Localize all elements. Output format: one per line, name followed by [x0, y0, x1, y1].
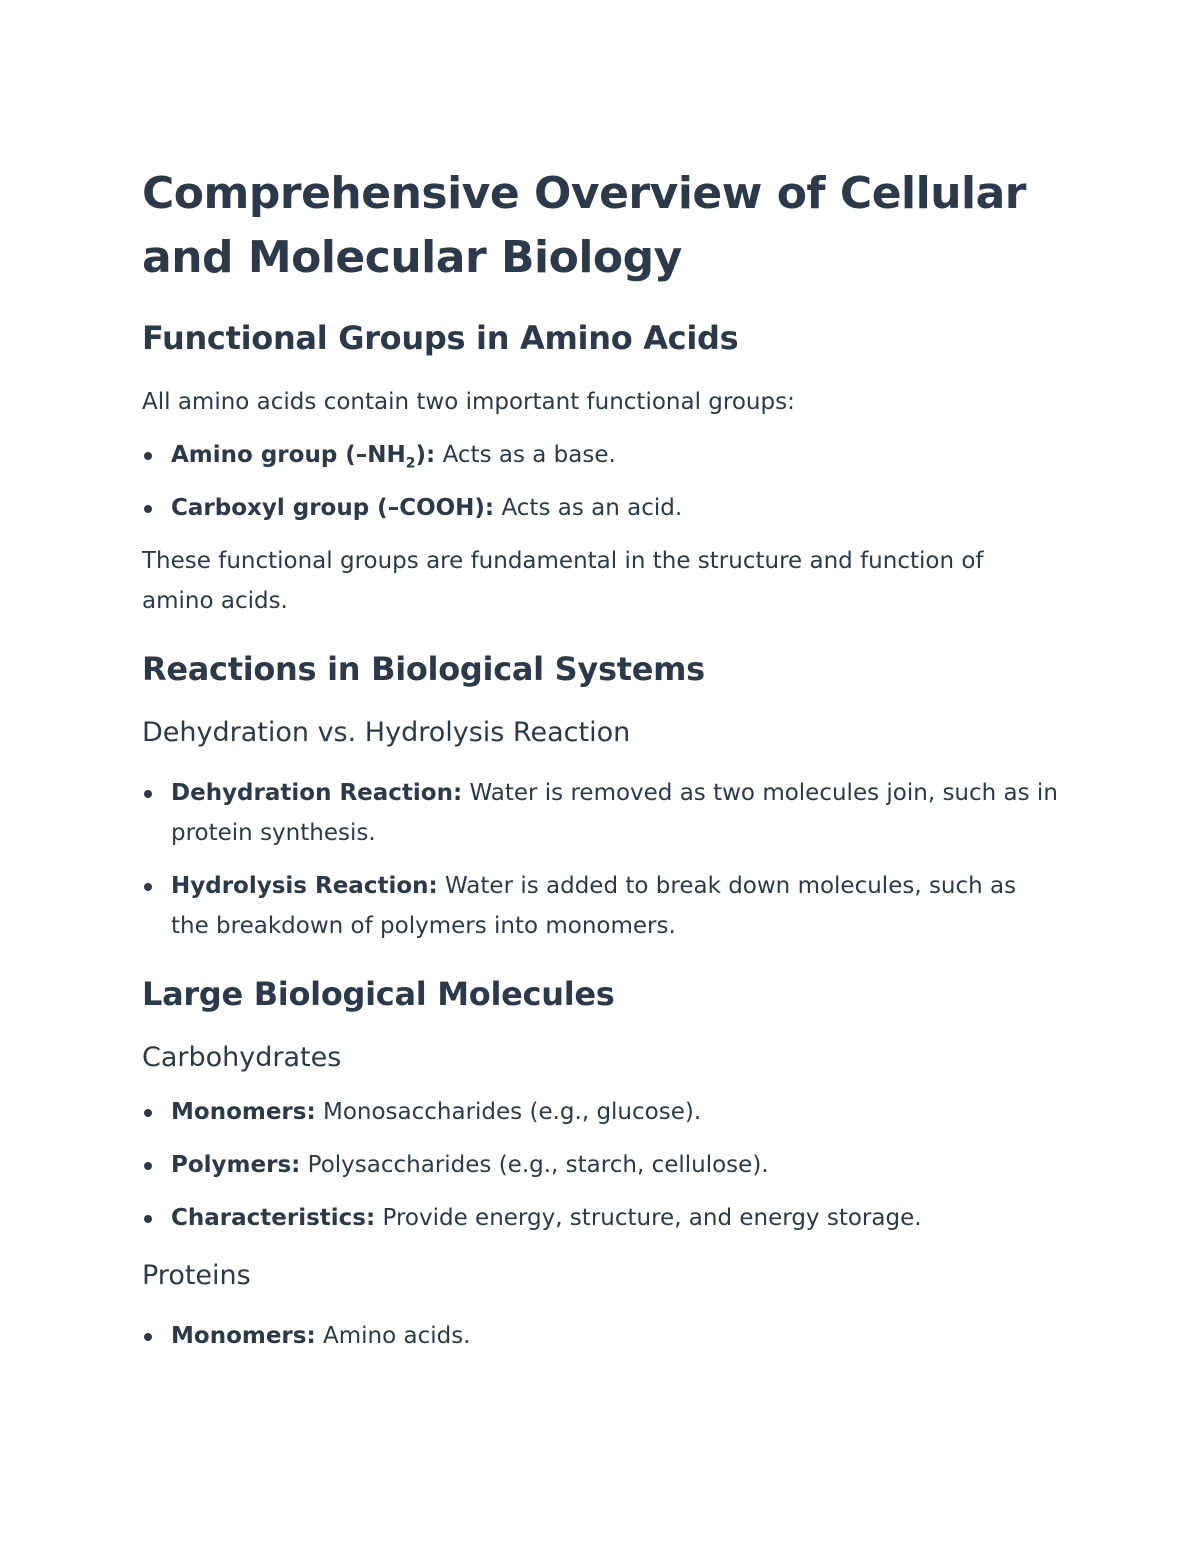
bullet-icon [144, 505, 152, 513]
document-title: Comprehensive Overview of Cellular and Molecular Biology [142, 168, 1026, 283]
list-item-text: Acts as an acid. [494, 495, 683, 521]
bullet-icon [144, 790, 152, 798]
section-heading-functional-groups: Functional Groups in Amino Acids [142, 319, 739, 357]
list-item [142, 866, 1060, 946]
list-item-term: Carboxyl group (–COOH): [171, 495, 495, 521]
list-item-text: Acts as a base. [435, 442, 616, 468]
list-item-text: Polysaccharides (e.g., starch, cellulose). [300, 1152, 769, 1178]
list-item-text: Amino acids. [315, 1323, 471, 1349]
list-item-term: Monomers: [171, 1323, 316, 1349]
list-item-text: Water is removed as two molecules join, such as in protein synthesis. [171, 780, 1058, 846]
bullet-icon [144, 883, 152, 891]
bullet-icon [144, 1333, 152, 1341]
section-heading-large-molecules: Large Biological Molecules [142, 975, 615, 1013]
list-item-term: Monomers: [171, 1099, 316, 1125]
list-item [142, 1145, 1060, 1185]
list-item [142, 1198, 1060, 1238]
functional-groups-list [142, 435, 1060, 528]
list-item [142, 1316, 1060, 1356]
proteins-list [142, 1316, 1060, 1356]
list-item-term: Polymers: [171, 1152, 301, 1178]
list-item [142, 773, 1060, 853]
subheading-proteins: Proteins [142, 1260, 251, 1291]
list-item [142, 488, 1060, 528]
section-heading-reactions: Reactions in Biological Systems [142, 650, 705, 688]
list-item [142, 435, 1060, 475]
subheading-dehydration-hydrolysis: Dehydration vs. Hydrolysis Reaction [142, 717, 631, 748]
list-item-term: Amino group $(-NH_2)$: [171, 442, 436, 472]
list-item-term: Characteristics: [171, 1205, 376, 1231]
list-item-term: Dehydration Reaction: [171, 780, 463, 806]
list-item-term: Hydrolysis Reaction: [171, 873, 438, 899]
bullet-icon [144, 1215, 152, 1223]
subheading-carbohydrates: Carbohydrates [142, 1042, 342, 1073]
bullet-icon [144, 452, 152, 460]
section-intro: All amino acids contain two important functional groups: [142, 389, 795, 415]
list-item-text: Water is added to break down molecules, such as the breakdown of polymers into monomers. [171, 873, 1017, 939]
bullet-icon [144, 1109, 152, 1117]
reactions-list [142, 773, 1060, 946]
list-item [142, 1092, 1060, 1132]
section-outro: These functional groups are fundamental in the structure and function of amino acids. [142, 548, 984, 614]
list-item-text: Provide energy, structure, and energy storage. [375, 1205, 922, 1231]
carbohydrates-list [142, 1092, 1060, 1238]
list-item-text: Monosaccharides (e.g., glucose). [315, 1099, 702, 1125]
bullet-icon [144, 1162, 152, 1170]
